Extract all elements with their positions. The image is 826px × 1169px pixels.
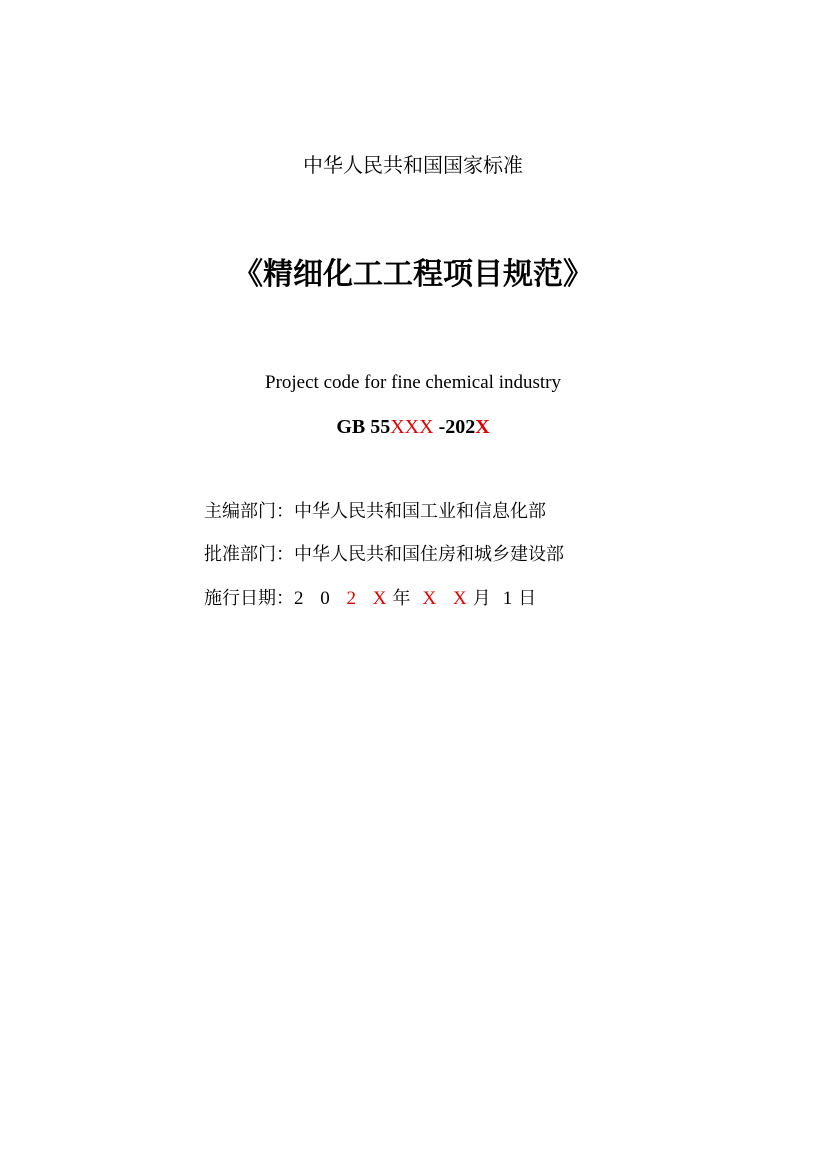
standard-header: 中华人民共和国国家标准 — [303, 153, 523, 177]
editor-value: 中华人民共和国工业和信息化部 — [294, 501, 546, 522]
standard-code — [0, 413, 826, 441]
date-month-placeholder: X X — [422, 588, 473, 609]
date-day-unit: 日 — [518, 588, 537, 609]
english-title: Project code for fine chemical industry — [265, 372, 561, 393]
date-year-placeholder: 2 X — [346, 588, 393, 609]
approver-line — [204, 541, 564, 569]
code-year-prefix: -202 — [433, 416, 476, 438]
approver-label: 批准部门： — [204, 544, 294, 565]
effective-date-label: 施行日期： — [204, 588, 294, 609]
editor-label: 主编部门： — [204, 501, 294, 522]
code-prefix: GB 55 — [336, 416, 391, 438]
code-year-placeholder: X — [475, 416, 490, 438]
date-day: 1 — [502, 588, 519, 609]
document-title: 《精细化工工程项目规范》 — [233, 257, 593, 292]
code-number-placeholder: XXX — [390, 416, 434, 438]
date-month-unit: 月 — [472, 588, 491, 609]
approver-value: 中华人民共和国住房和城乡建设部 — [294, 544, 564, 565]
date-year-unit: 年 — [392, 588, 411, 609]
date-year-prefix: 2 0 — [294, 588, 347, 609]
editor-line — [204, 498, 546, 526]
effective-date-line — [204, 585, 536, 613]
